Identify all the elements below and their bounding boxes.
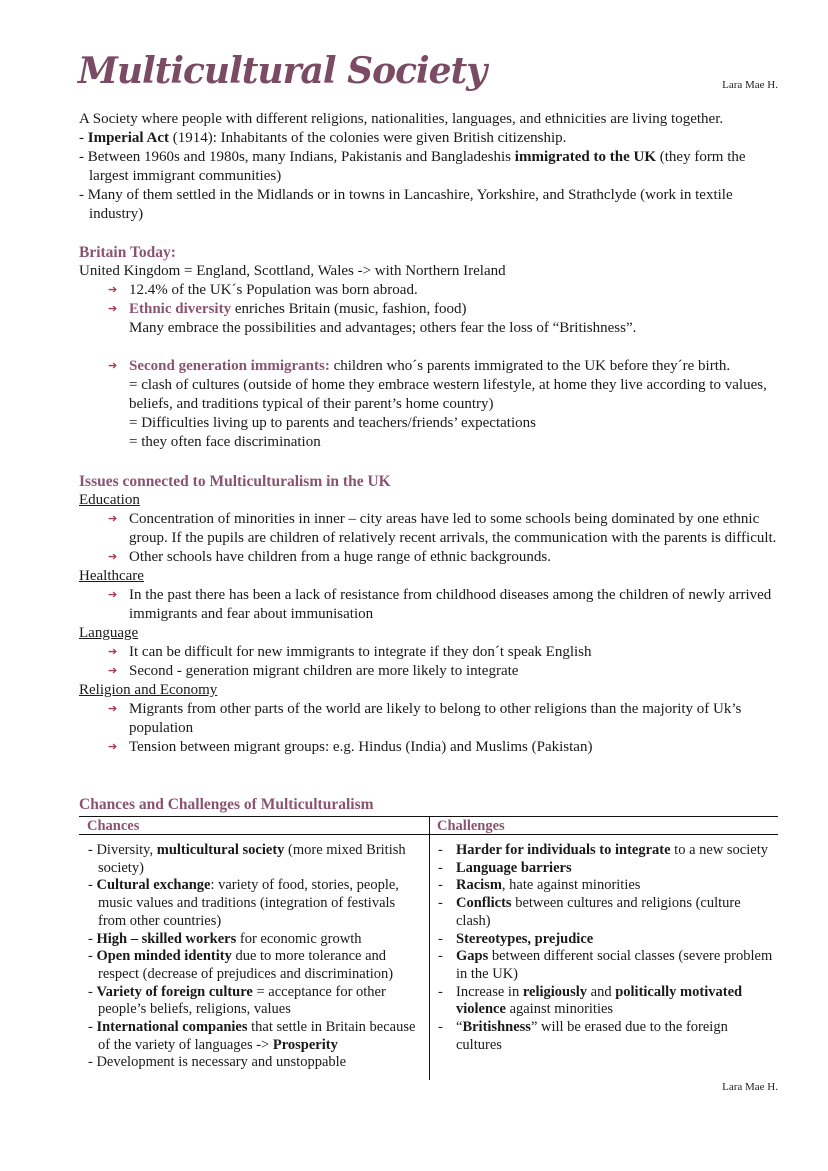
text-segment: due to more tolerance and respect (decrease of prejudices and discrimination) [98,948,394,982]
text-segment: - [88,877,97,894]
text-segment: = acceptance for other people’s beliefs, religions, values [98,983,386,1018]
arrow-item: ➔ Migrants from other parts of the world are likely to belong to other religions than the majority of Uk’s population [79,700,779,738]
text-segment: “ [456,1019,463,1036]
sub-line: = they often face discrimination [129,434,321,450]
chances-challenges-table [79,816,778,1080]
chances-column [88,842,426,1072]
definition: A Society where people with different religions, nationalities, languages, and ethnicities are living together. [79,111,724,127]
issues-section [79,472,779,757]
section-heading: Issues connected to Multiculturalism in the UK [79,473,391,490]
arrow-item: ➔ Tension between migrant groups: e.g. Hindus (India) and Muslims (Pakistan) [79,738,779,757]
bold-text: International companies [96,1019,248,1036]
footer-author: Lara Mae H. [722,1081,778,1093]
bold-text: Stereotypes, prejudice [456,930,594,947]
list-item [88,1019,426,1054]
bold-text: High – skilled workers [96,930,237,947]
intro-section [79,110,779,224]
list-item [438,877,776,895]
list-item [88,842,426,877]
text-segment: between cultures and religions (culture clash) [456,895,741,929]
bold-text: Conflicts [456,895,512,912]
sub-line: Many embrace the possibilities and advantages; others fear the loss of “Britishness”. [129,320,637,336]
list-item [438,931,776,949]
bold-text: Gaps [456,948,489,965]
bold-text: Ethnic diversity [129,301,232,317]
arrow-item: ➔ Concentration of minorities in inner – city areas have led to some schools being dominated by one ethnic group. If the pupils are children of relatively recent arrivals, the communication with the parents is difficult. [79,510,779,548]
list-item [438,1019,776,1054]
arrow-item [79,281,779,300]
text-segment: - [79,130,88,146]
list-item [438,842,776,860]
text-segment: 12.4% of the UK´s Population was born abroad. [129,282,418,298]
list-item [88,877,426,930]
text-segment: : variety of food, stories, people, music values and traditions (integration of festivals from other countries) [98,877,399,929]
bold-text: multicultural society [156,842,285,858]
subheading-religion-economy: Religion and Economy [79,682,218,698]
text-segment: - Development is necessary and unstoppable [88,1054,347,1071]
bold-text: Second generation immigrants: [129,358,330,374]
arrow-item: ➔ In the past there has been a lack of resistance from childhood diseases among the children of newly arrived immigrants and fear about immunisation [79,586,779,624]
page-title: Multicultural Society [78,50,487,92]
intro-bullet [79,148,779,186]
intro-bullet [79,129,779,148]
arrow-item: ➔ Other schools have children from a huge range of ethnic backgrounds. [79,548,779,567]
header-challenges: Challenges [437,818,505,834]
bold-text: politically motivated violence [456,983,743,1018]
text-segment: children who´s parents immigrated to the UK before they´re birth. [329,358,731,374]
arrow-item: ➔ Second - generation migrant children are more likely to integrate [79,662,779,681]
text-segment: (1914): Inhabitants of the colonies were given British citizenship. [168,130,567,146]
text-segment: - [88,930,97,947]
britain-section [79,243,779,452]
text-segment: - [88,948,97,965]
text-segment: enriches Britain (music, fashion, food) [231,301,467,317]
text-segment: - Diversity, [88,842,157,858]
list-item [88,931,426,949]
section-heading: Britain Today: [79,244,176,261]
bold-text: Variety of foreign culture [96,983,253,1000]
text-segment: and [587,983,616,1000]
bold-text: Racism [456,877,502,894]
list-item [88,984,426,1019]
header-chances: Chances [87,818,140,834]
arrow-item [79,300,779,319]
challenges-column [438,842,776,1054]
list-item [438,948,776,983]
subheading-language: Language [79,625,139,641]
text-segment: ” will be erased due to the foreign cultures [456,1019,728,1053]
arrow-item: ➔ It can be difficult for new immigrants to integrate if they don´t speak English [79,643,779,662]
britain-line: United Kingdom = England, Scottland, Wales -> with Northern Ireland [79,263,506,279]
text-segment: - Between 1960s and 1980s, many Indians, Pakistanis and Bangladeshis [79,149,515,165]
text-segment: that settle in Britain because of the variety of languages -> [98,1019,416,1053]
text-segment: against minorities [505,1001,614,1018]
list-item [438,984,776,1019]
bold-text: Harder for individuals to integrate [456,842,671,858]
text-segment: to a new society [670,842,768,858]
table-divider [429,816,430,1080]
sub-line: = Difficulties living up to parents and teachers/friends’ expectations [129,415,536,431]
list-item [88,948,426,983]
bold-text: religiously [522,983,588,1000]
subheading-healthcare: Healthcare [79,568,144,584]
text-segment: (more mixed British society) [98,842,406,876]
text-segment: , hate against minorities [501,877,641,894]
text-segment: - [88,1019,97,1036]
text-segment: Increase in [456,983,523,1000]
bold-text: Britishness [462,1019,531,1036]
text-segment: between different social classes (severe problem in the UK) [456,948,773,982]
list-item [88,1054,426,1072]
bold-text: Prosperity [272,1036,338,1053]
bold-text: Language barriers [456,859,572,876]
author-name: Lara Mae H. [722,79,778,91]
section-heading: Chances and Challenges of Multiculturalism [79,796,374,813]
list-item [438,860,776,878]
arrow-item [79,357,779,376]
list-item [438,895,776,930]
text-segment: - Many of them settled in the Midlands or in towns in Lancashire, Yorkshire, and Strathclyde (work in textile industry) [79,187,733,222]
bold-text: immigrated to the UK [514,149,656,165]
text-segment: (they form the largest immigrant communities) [89,149,746,184]
sub-line: = clash of cultures (outside of home they embrace western lifestyle, at home they live according to values, beliefs, and traditions typical of their parent’s home country) [129,377,767,412]
subheading-education: Education [79,492,140,508]
text-segment: - [88,983,97,1000]
bold-text: Imperial Act [87,130,169,146]
bold-text: Cultural exchange [96,877,211,894]
intro-bullet [79,186,779,224]
text-segment: for economic growth [236,930,362,947]
bold-text: Open minded identity [96,948,232,965]
